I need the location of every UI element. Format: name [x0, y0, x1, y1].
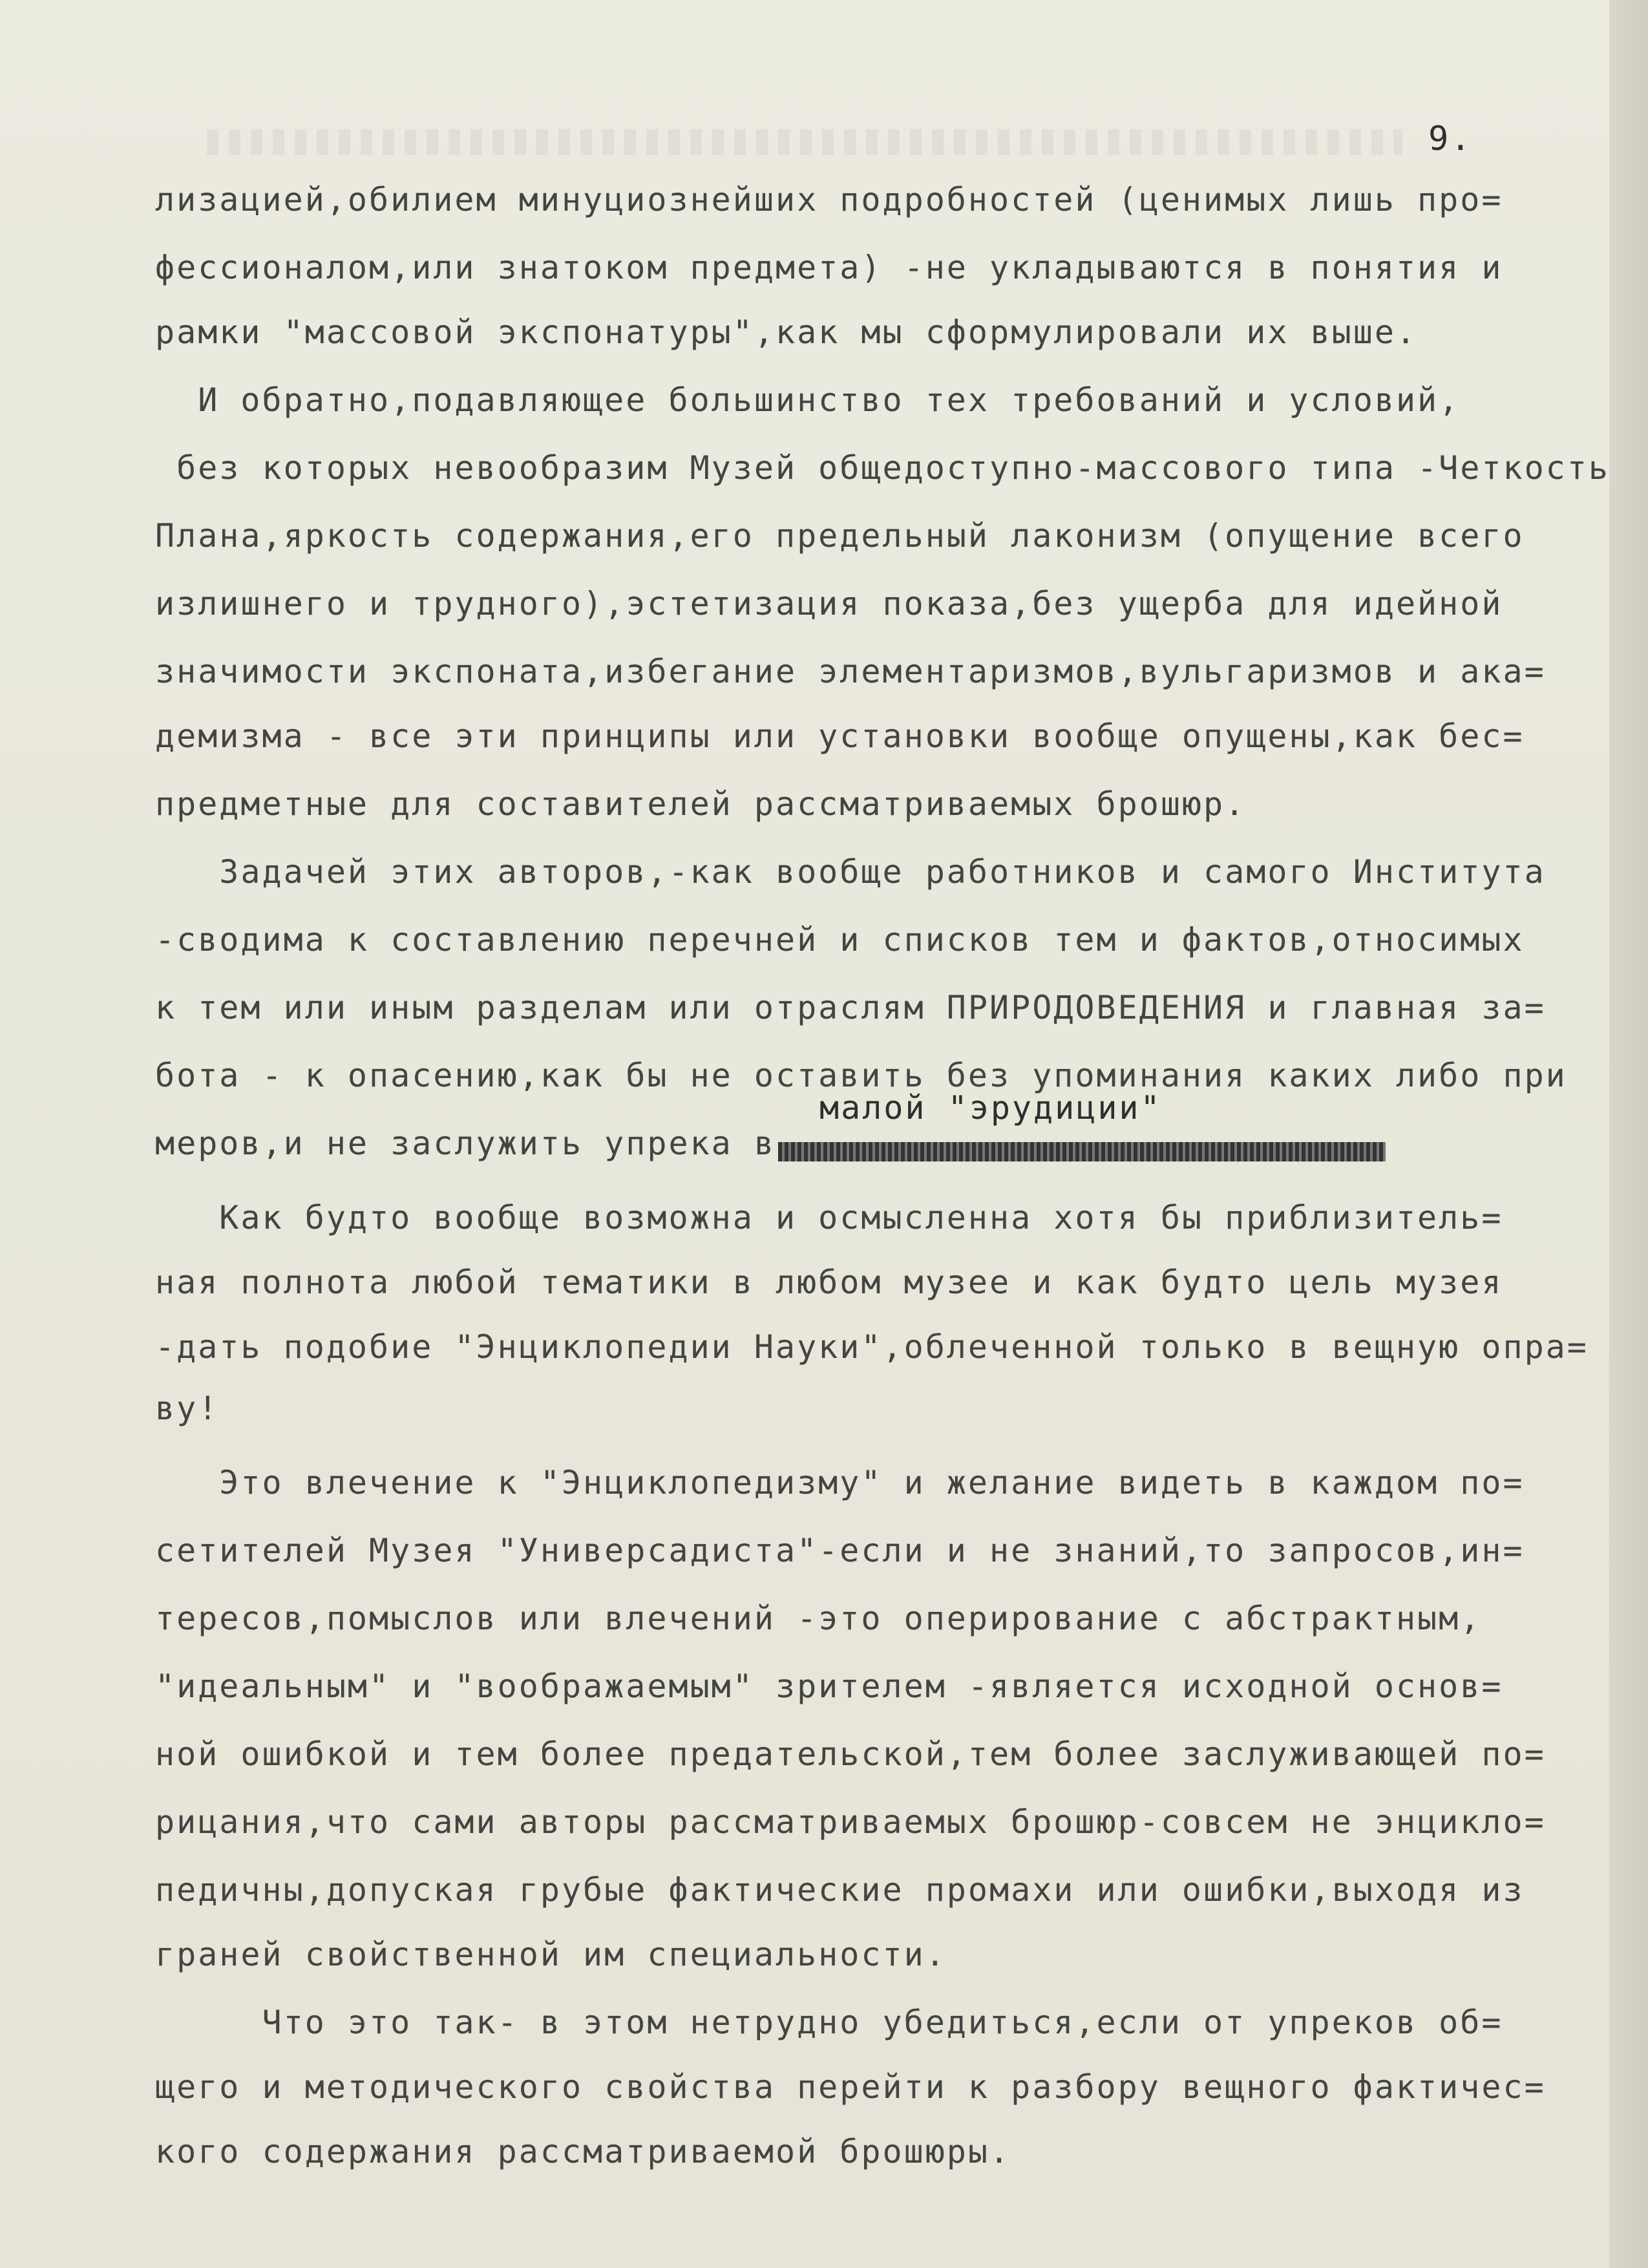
- text-line-24: ной ошибкой и тем более предательской,тем более заслуживающей по=: [155, 1735, 1546, 1773]
- text-line-25: рицания,что сами авторы рассматриваемых брошюр-совсем не энцикло=: [155, 1803, 1546, 1841]
- faint-show-through: [207, 129, 1402, 155]
- text-line-2: фессионалом,или знатоком предмета) -не укладываются в понятия и: [155, 249, 1503, 286]
- text-line-15: меров,и не заслужить упрека в: [155, 1125, 776, 1162]
- text-line-22: тересов,помыслов или влечений -это оперирование с абстрактным,: [155, 1600, 1482, 1637]
- typed-insertion: малой "эрудиции": [819, 1089, 1162, 1127]
- text-line-23: "идеальным" и "воображаемым" зрителем -является исходной основ=: [155, 1668, 1503, 1705]
- text-line-1: лизацией,обилием минуциознейших подробностей (ценимых лишь про=: [155, 181, 1503, 218]
- text-line-28: Что это так- в этом нетрудно убедиться,если от упреков об=: [155, 2004, 1503, 2041]
- page-number: 9.: [1428, 120, 1473, 158]
- text-line-10: предметные для составителей рассматриваемых брошюр.: [155, 785, 1247, 823]
- text-line-4: И обратно,подавляющее большинство тех требований и условий,: [155, 381, 1461, 419]
- page-edge: [1609, 0, 1648, 2268]
- text-line-19: ву!: [155, 1390, 220, 1427]
- text-line-30: кого содержания рассматриваемой брошюры.: [155, 2133, 1011, 2170]
- text-line-9: демизма - все эти принципы или установки вообще опущены,как бес=: [155, 717, 1525, 755]
- text-line-8: значимости экспоната,избегание элементаризмов,вульгаризмов и ака=: [155, 653, 1546, 690]
- text-line-18: -дать подобие "Энциклопедии Науки",облеченной только в вещную опра=: [155, 1328, 1589, 1366]
- text-line-29: щего и методического свойства перейти к разбору вещного фактичес=: [155, 2068, 1546, 2106]
- text-line-7: излишнего и трудного),эстетизация показа,без ущерба для идейной: [155, 585, 1503, 622]
- text-line-3: рамки "массовой экспонатуры",как мы сформулировали их выше.: [155, 313, 1418, 351]
- text-line-20: Это влечение к "Энциклопедизму" и желание видеть в каждом по=: [155, 1464, 1525, 1501]
- text-line-16: Как будто вообще возможна и осмысленна хотя бы приблизитель=: [155, 1199, 1503, 1236]
- text-line-14: бота - к опасению,как бы не оставить без упоминания каких либо при: [155, 1057, 1567, 1094]
- text-line-11: Задачей этих авторов,-как вообще работников и самого Института: [155, 853, 1546, 891]
- text-line-17: ная полнота любой тематики в любом музее и как будто цель музея: [155, 1264, 1503, 1301]
- text-line-6: Плана,яркость содержания,его предельный лаконизм (опущение всего: [155, 517, 1525, 555]
- text-line-13: к тем или иным разделам или отраслям ПРИРОДОВЕДЕНИЯ и главная за=: [155, 989, 1546, 1026]
- text-line-27: граней свойственной им специальности.: [155, 1936, 947, 1973]
- struck-out-text: [778, 1142, 1386, 1161]
- text-line-5: без которых невообразим Музей общедоступно-массового типа -Четкость: [155, 449, 1610, 487]
- text-line-12: -сводима к составлению перечней и списков тем и фактов,относимых: [155, 921, 1525, 959]
- text-line-21: сетителей Музея "Универсадиста"-если и не знаний,то запросов,ин=: [155, 1532, 1525, 1569]
- text-line-26: педичны,допуская грубые фактические промахи или ошибки,выходя из: [155, 1871, 1525, 1909]
